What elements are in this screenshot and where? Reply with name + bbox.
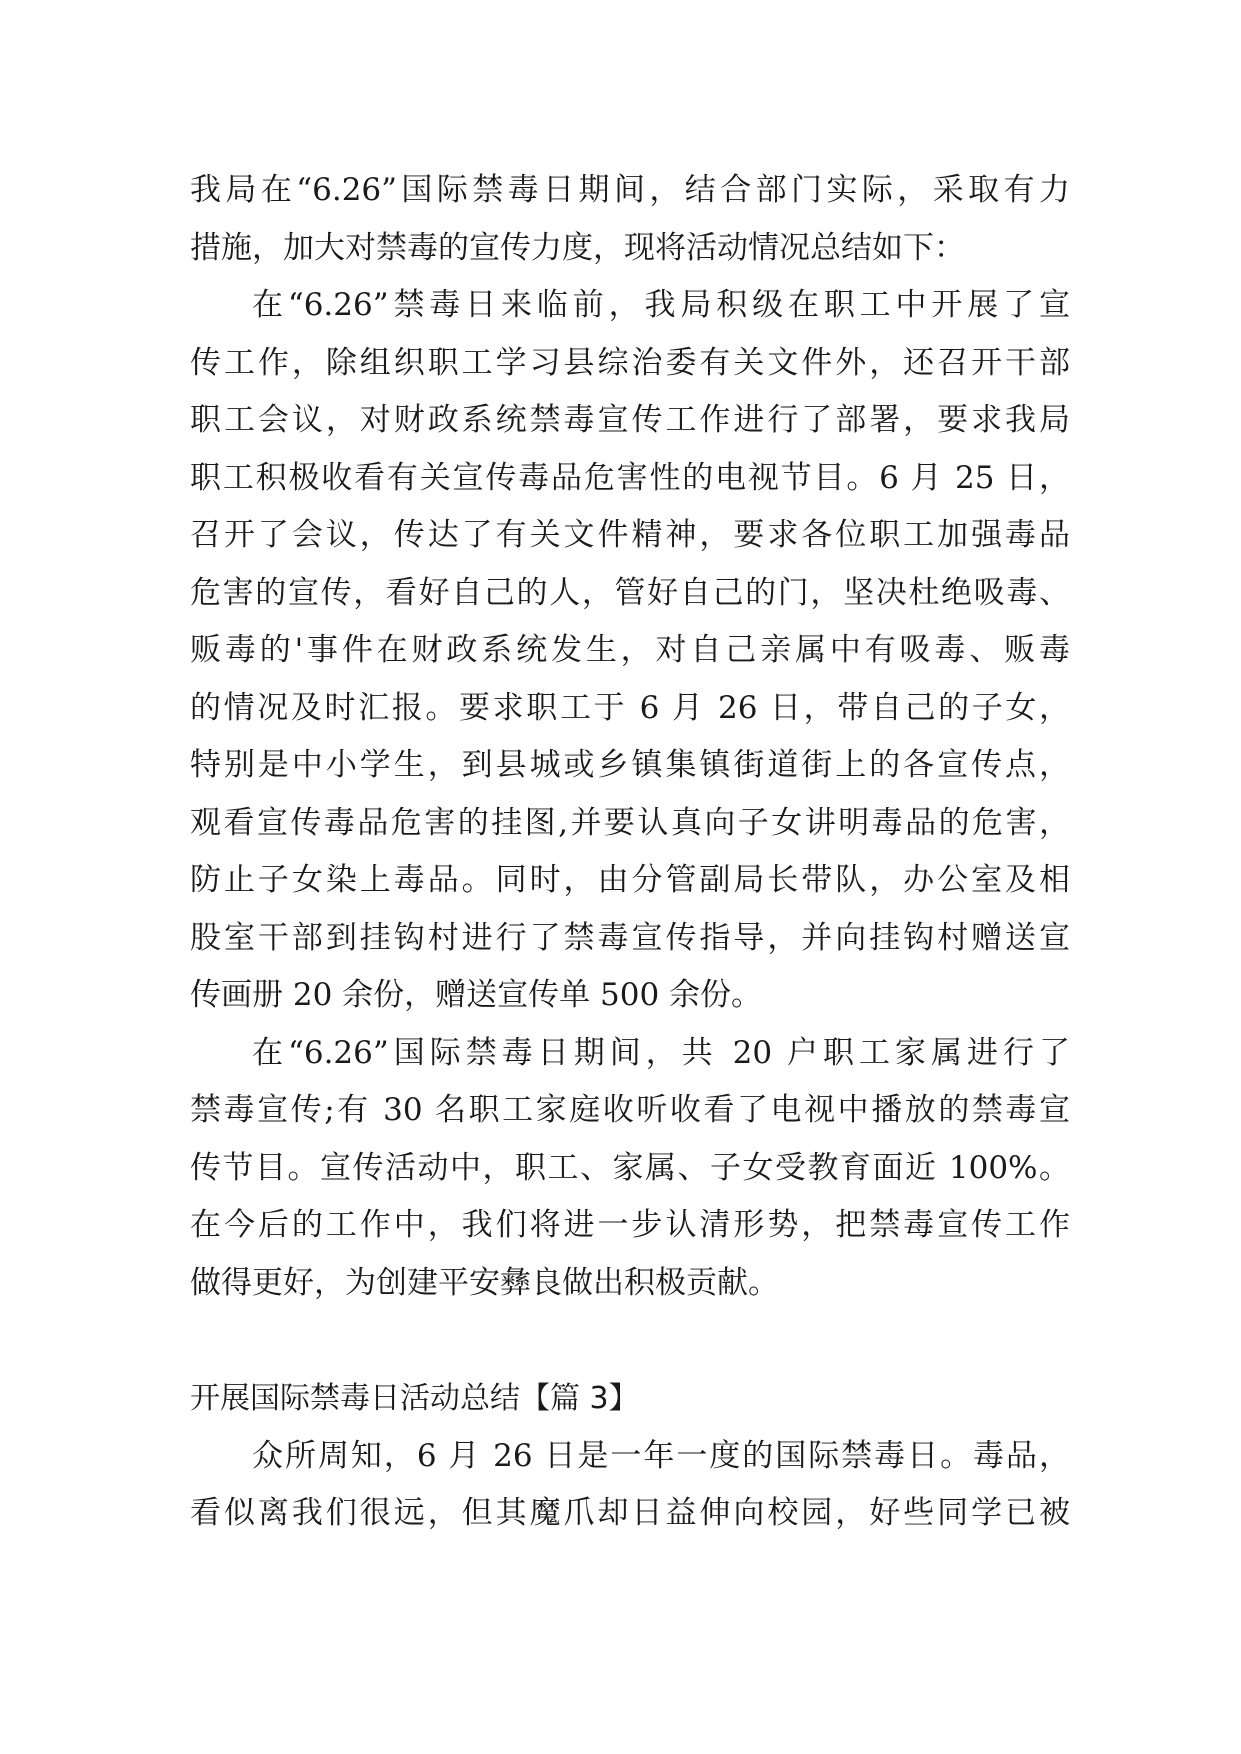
paragraph-part3 bbox=[190, 1428, 1070, 1543]
text-line: 的情况及时汇报。要求职工于 6 月 26 日，带自己的子女， bbox=[190, 689, 1070, 726]
text-line: 传节目。宣传活动中，职工、家属、子女受教育面近 100%。 bbox=[190, 1149, 1070, 1186]
text-line: 危害的宣传，看好自己的人，管好自己的门，坚决杜绝吸毒、 bbox=[190, 574, 1070, 611]
text-line: 特别是中小学生，到县城或乡镇集镇街道街上的各宣传点， bbox=[190, 747, 1070, 783]
text-line: 众所周知，6 月 26 日是一年一度的国际禁毒日。毒品， bbox=[252, 1437, 1070, 1474]
text-line: 在“6.26”禁毒日来临前，我局积级在职工中开展了宣 bbox=[252, 287, 1070, 323]
text-line: 召开了会议，传达了有关文件精神，要求各位职工加强毒品 bbox=[190, 517, 1070, 553]
text-line: 贩毒的'事件在财政系统发生，对自己亲属中有吸毒、贩毒 bbox=[190, 632, 1070, 668]
text-line: 措施，加大对禁毒的宣传力度，现将活动情况总结如下： bbox=[190, 229, 965, 266]
text-line: 传工作，除组织职工学习县综治委有关文件外，还召开干部 bbox=[190, 344, 1070, 381]
text-line: 做得更好，为创建平安彝良做出积极贡献。 bbox=[190, 1264, 779, 1301]
paragraph-preparation bbox=[190, 277, 1070, 1025]
document-body bbox=[190, 162, 1070, 1543]
text-line: 禁毒宣传;有 30 名职工家庭收听收看了电视中播放的禁毒宣 bbox=[190, 1092, 1070, 1128]
text-line: 我局在“6.26”国际禁毒日期间，结合部门实际，采取有力 bbox=[190, 172, 1070, 208]
paragraph-results bbox=[190, 1025, 1070, 1313]
text-line: 观看宣传毒品危害的挂图,并要认真向子女讲明毒品的危害， bbox=[190, 804, 1070, 841]
section-heading: 开展国际禁毒日活动总结【篇 3】 bbox=[190, 1381, 639, 1416]
text-line: 在今后的工作中，我们将进一步认清形势，把禁毒宣传工作 bbox=[190, 1207, 1070, 1243]
text-line: 职工会议，对财政系统禁毒宣传工作进行了部署，要求我局 bbox=[190, 402, 1070, 438]
text-line: 看似离我们很远，但其魔爪却日益伸向校园，好些同学已被 bbox=[190, 1495, 1070, 1531]
text-line: 传画册 20 余份，赠送宣传单 500 余份。 bbox=[190, 977, 763, 1013]
text-line: 职工积极收看有关宣传毒品危害性的电视节目。6 月 25 日， bbox=[190, 459, 1070, 496]
intro-paragraph bbox=[190, 162, 1070, 277]
text-line: 防止子女染上毒品。同时，由分管副局长带队，办公室及相 bbox=[190, 862, 1070, 898]
text-line: 在“6.26”国际禁毒日期间，共 20 户职工家属进行了 bbox=[252, 1034, 1070, 1071]
text-line: 股室干部到挂钩村进行了禁毒宣传指导，并向挂钩村赠送宣 bbox=[190, 919, 1070, 956]
